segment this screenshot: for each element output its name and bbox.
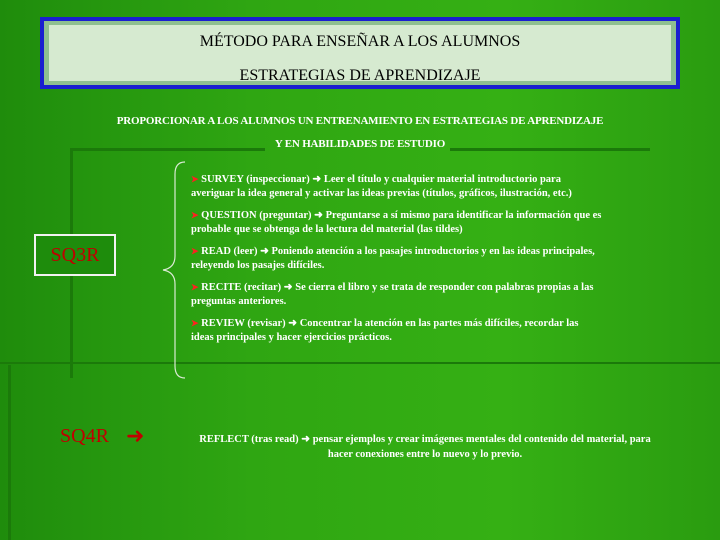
item-head: RECITE (recitar) (201, 282, 282, 293)
sq3r-label: SQ3R (34, 234, 116, 276)
divider-line (70, 148, 265, 151)
list-item (191, 173, 671, 200)
reflect-text (160, 432, 690, 462)
item-text-line2: preguntas anteriores. (191, 295, 287, 307)
triangle-bullet-icon: ➤ (191, 210, 199, 220)
item-text: Leer el título y cualquier material introductorio para (323, 174, 561, 185)
divider-line (8, 365, 11, 540)
subheader-line-2: Y EN HABILIDADES DE ESTUDIO (274, 138, 446, 150)
arrow-right-icon: ➜ (312, 174, 322, 185)
item-head: REVIEW (revisar) (201, 318, 286, 329)
title-box (40, 17, 680, 89)
brace-icon (161, 160, 189, 380)
title-line-2: ESTRATEGIAS DE APRENDIZAJE (239, 67, 481, 84)
reflect-head: REFLECT (tras read) (199, 434, 299, 445)
item-text-line2: ideas principales y hacer ejercicios prácticos. (191, 331, 392, 343)
item-text-line2: probable que se obtenga de la lectura del material (las tildes) (191, 223, 463, 235)
subheader-line-1: PROPORCIONAR A LOS ALUMNOS UN ENTRENAMIENTO EN ESTRATEGIAS DE APRENDIZAJE (116, 115, 604, 127)
item-text-line2: releyendo los pasajes difíciles. (191, 259, 325, 271)
title-line-1: MÉTODO PARA ENSEÑAR A LOS ALUMNOS (199, 33, 521, 50)
item-text: Concentrar la atención en las partes más difíciles, recordar las (299, 318, 579, 329)
sq4r-label: SQ4R (60, 425, 109, 447)
triangle-bullet-icon: ➤ (191, 318, 199, 328)
item-text: Se cierra el libro y se trata de responder con palabras propias a las (295, 282, 594, 293)
arrow-right-icon: ➜ (283, 282, 293, 293)
reflect-rest: pensar ejemplos y crear imágenes mentales del contenido del material, para (312, 434, 651, 445)
list-item (191, 317, 671, 344)
item-head: SURVEY (inspeccionar) (201, 174, 310, 185)
item-head: QUESTION (preguntar) (201, 210, 312, 221)
triangle-bullet-icon: ➤ (191, 282, 199, 292)
triangle-bullet-icon: ➤ (191, 246, 199, 256)
list-item (191, 209, 671, 236)
divider-line (0, 362, 720, 364)
item-text-line2: averiguar la idea general y activar las ideas previas (títulos, gráficos, ilustración, etc.) (191, 187, 572, 199)
list-item (191, 245, 671, 272)
arrow-right-icon: ➜ (301, 434, 311, 445)
arrow-right-icon: ➜ (314, 210, 323, 221)
title-box-inner (49, 25, 671, 84)
arrow-right-icon: ➜ (288, 318, 298, 329)
reflect-line2: hacer conexiones entre lo nuevo y lo previo. (327, 449, 523, 460)
arrow-right-icon: ➜ (260, 246, 269, 257)
list-item (191, 281, 671, 308)
divider-line (450, 148, 650, 151)
triangle-bullet-icon: ➤ (191, 174, 199, 184)
item-text: Preguntarse a sí mismo para identificar la información que es (325, 210, 602, 221)
item-head: READ (leer) (201, 246, 258, 257)
arrow-right-icon: ➜ (126, 423, 145, 448)
item-text: Poniendo atención a los pasajes introductorios y en las ideas principales, (271, 246, 595, 257)
